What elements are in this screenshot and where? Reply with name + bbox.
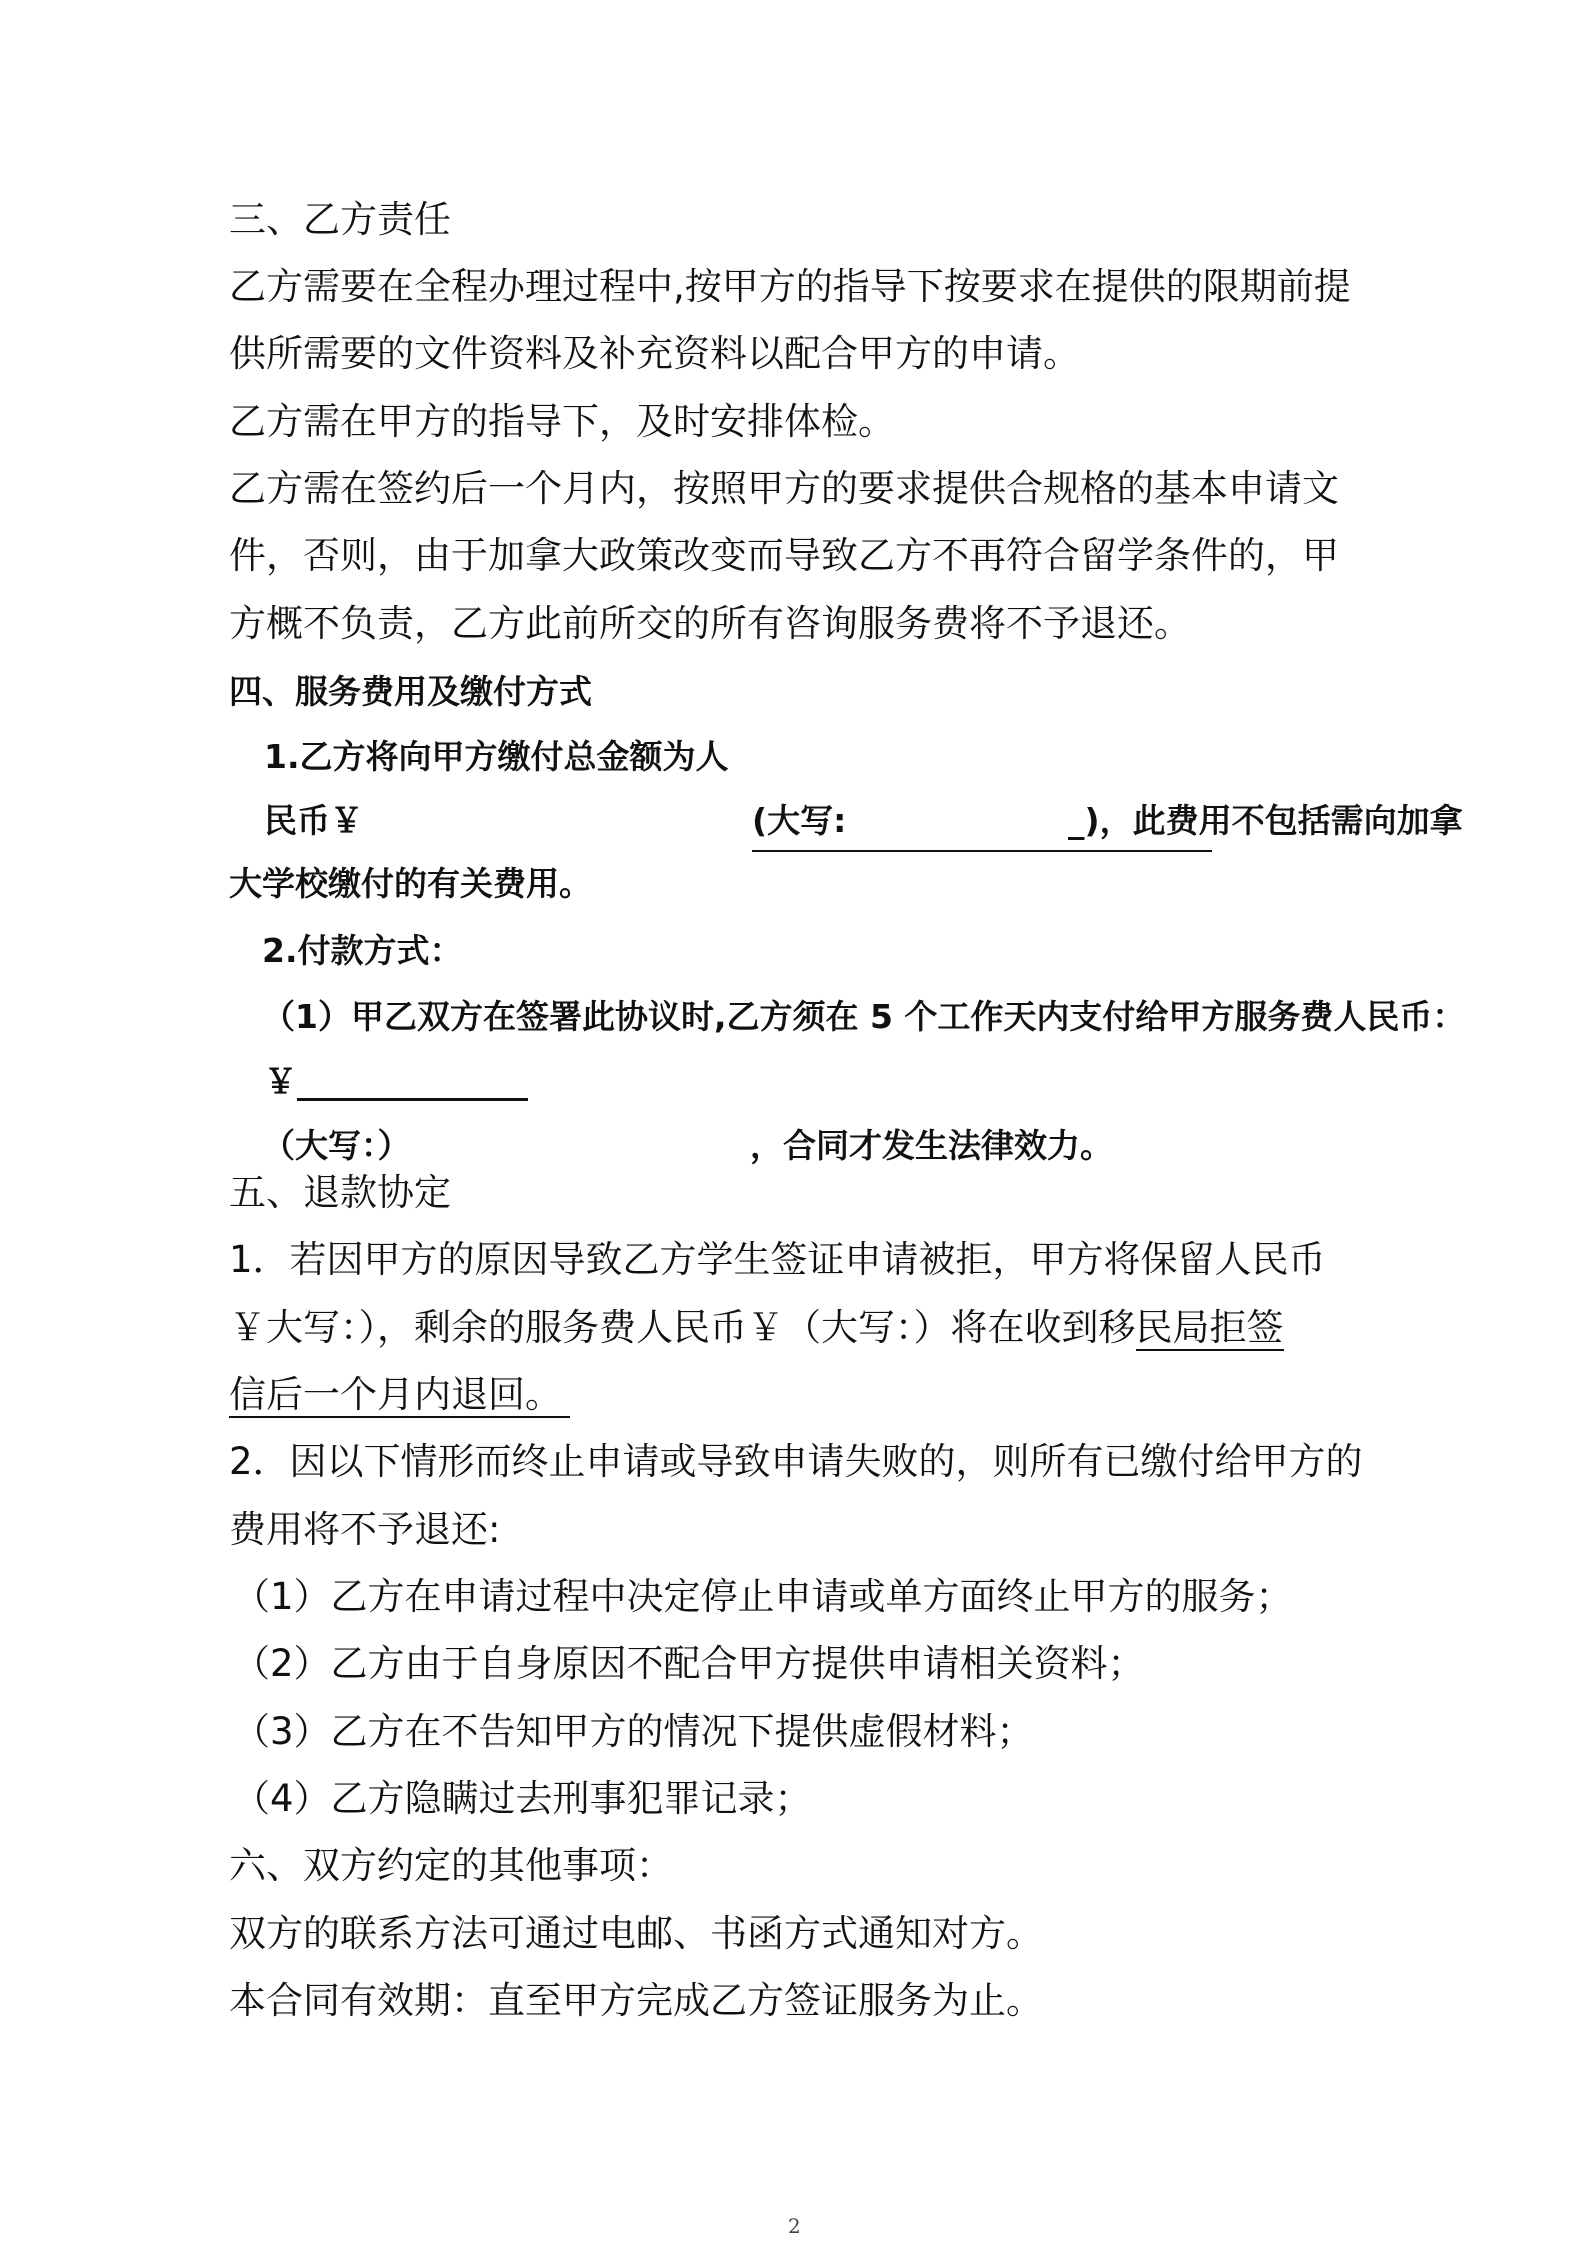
section5-p1-line3 (229, 1371, 570, 1419)
section4-daxie-label: (大写: (752, 801, 847, 840)
section3-line: 乙方需在甲方的指导下，及时安排体检。 (229, 400, 895, 443)
section5-p1-line2-b: 民局拒签 (1135, 1306, 1284, 1349)
page-number: 2 (788, 2214, 801, 2238)
section4-item2-tail: ，合同才发生法律效力。 (750, 1126, 1113, 1165)
section4-item2-amount: ￥______________ (264, 1062, 528, 1101)
section5-p1-line2 (229, 1304, 1284, 1352)
section3-line: 乙方需在签约后一个月内，按照甲方的要求提供合规格的基本申请文 (229, 467, 1339, 510)
section5-list-item: （1）乙方在申请过程中决定停止申请或单方面终止甲方的服务； (233, 1575, 1293, 1618)
section4-heading: 四、服务费用及缴付方式 (229, 672, 592, 711)
section4-item2-heading: 2.付款方式： (262, 931, 463, 970)
section5-p2-line: 2．因以下情形而终止申请或导致申请失败的，则所有已缴付给甲方的 (229, 1440, 1363, 1483)
section5-list-item: （4）乙方隐瞒过去刑事犯罪记录； (233, 1777, 812, 1820)
section5-p1-line2-a: ￥大写：），剩余的服务费人民币￥（大写：）将在收到移 (229, 1306, 1136, 1349)
section4-item2-p1: （1）甲乙双方在签署此协议时,乙方须在 5 个工作天内支付给甲方服务费人民币： (262, 997, 1466, 1036)
section4-item1: 1.乙方将向甲方缴付总金额为人 (264, 737, 729, 776)
section5-p1-line3-text: 信后一个月内退回。 (229, 1373, 570, 1418)
section4-item2-daxie: （大写：） (262, 1126, 411, 1165)
section5-list-item: （2）乙方由于自身原因不配合甲方提供申请相关资料； (233, 1642, 1145, 1685)
section5-p1-line: 1．若因甲方的原因导致乙方学生签证申请被拒，甲方将保留人民币 (229, 1238, 1326, 1281)
section3-line: 方概不负责，乙方此前所交的所有咨询服务费将不予退还。 (229, 602, 1191, 645)
section6-heading: 六、双方约定的其他事项： (229, 1844, 673, 1887)
section6-line: 双方的联系方法可通过电邮、书函方式通知对方。 (229, 1912, 1043, 1955)
section5-p2-line: 费用将不予退还: (229, 1508, 501, 1551)
section4-item1-line3: 大学校缴付的有关费用。 (229, 864, 592, 903)
section6-line: 本合同有效期：直至甲方完成乙方签证服务为止。 (229, 1979, 1043, 2022)
section3-heading: 三、乙方责任 (229, 198, 451, 241)
section3-line: 件，否则，由于加拿大政策改变而导致乙方不再符合留学条件的，甲 (229, 534, 1339, 577)
section3-line: 乙方需要在全程办理过程中,按甲方的指导下按要求在提供的限期前提 (229, 265, 1351, 308)
section5-list-item: （3）乙方在不告知甲方的情况下提供虚假材料； (233, 1710, 1034, 1753)
section3-line: 供所需要的文件资料及补充资料以配合甲方的申请。 (229, 332, 1080, 375)
section4-item1-tail: _)，此费用不包括需向加拿 (1068, 801, 1463, 840)
section4-rmb-label: 民币￥ (264, 801, 363, 840)
section5-heading: 五、退款协定 (229, 1171, 451, 1214)
